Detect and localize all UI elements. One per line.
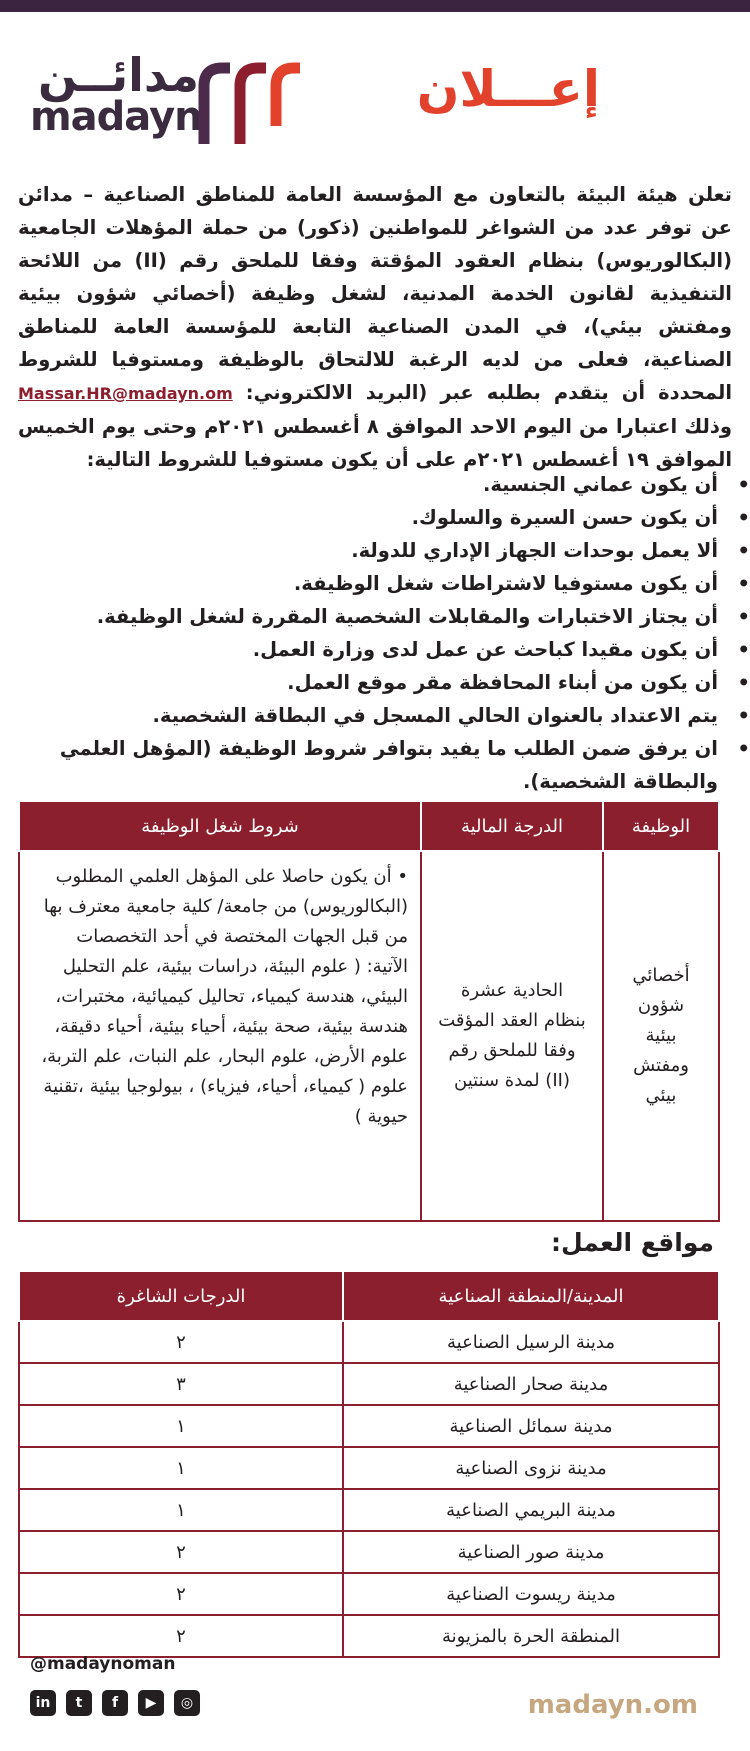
header-vacancies: الدرجات الشاغرة [19,1271,343,1321]
table-row [19,1615,719,1657]
social-handle[interactable]: @madaynoman [30,1654,176,1674]
list-item: • أن يكون عماني الجنسية. [18,468,718,501]
bullet-icon: • [391,866,408,887]
list-item: • أن يكون مقيدا كباحث عن عمل لدى وزارة العمل. [18,633,718,666]
city-cell: مدينة البريمي الصناعية [343,1489,719,1531]
logo-arabic: مدائــن [38,48,199,102]
email-link[interactable]: Massar.HR@madayn.om [18,384,233,403]
table-row [19,1531,719,1573]
table-row [19,851,719,1221]
header-grade: الدرجة المالية [421,801,603,851]
table-row [19,1363,719,1405]
table-row [19,1489,719,1531]
count-cell: ٢ [19,1573,343,1615]
count-cell: ٢ [19,1531,343,1573]
table-row [19,1321,719,1363]
count-cell: ٢ [19,1321,343,1363]
header-city: المدينة/المنطقة الصناعية [343,1271,719,1321]
city-cell: مدينة صحار الصناعية [343,1363,719,1405]
requirements-text: أن يكون حاصلا على المؤهل العلمي المطلوب (البكالوريوس) من جامعة/ كلية جامعية معترف بها من قبل الجهات المختصة في أحد التخصصات الآتية: ( علوم البيئة، دراسات بيئية، علم التحليل البيئي، هندسة كيمياء، تحاليل كيميائية، مختبرات، هندسة بيئية، صحة بيئية، أحياء بيئية، أحياء دقيقة، علوم الأرض، علوم البحار، علم النبات، علم التربة، علوم ( كيمياء، أحياء، فيزياء) ، بيولوجيا بيئية ،تقنية حيوية ) [41,866,408,1127]
city-cell: مدينة الرسيل الصناعية [343,1321,719,1363]
page-title: إعـــلان [416,60,600,118]
list-item: • يتم الاعتداد بالعنوان الحالي المسجل في البطاقة الشخصية. [18,699,718,732]
header-requirements: شروط شغل الوظيفة [19,801,421,851]
list-item: • ان يرفق ضمن الطلب ما يفيد بتوافر شروط الوظيفة (المؤهل العلمي والبطاقة الشخصية). [18,732,718,798]
city-cell: مدينة صور الصناعية [343,1531,719,1573]
madayn-logo-mark-icon [196,56,306,146]
social-icons [30,1690,200,1716]
count-cell: ٣ [19,1363,343,1405]
city-cell: مدينة نزوى الصناعية [343,1447,719,1489]
count-cell: ١ [19,1447,343,1489]
city-cell: مدينة سمائل الصناعية [343,1405,719,1447]
list-item: • أن يكون من أبناء المحافظة مقر موقع العمل. [18,666,718,699]
website-link[interactable]: madayn.om [527,1690,698,1720]
requirements-cell [19,851,421,1221]
grade-cell: الحادية عشرة بنظام العقد المؤقت وفقا للملحق رقم (II) لمدة سنتين [421,851,603,1221]
intro-text-1: تعلن هيئة البيئة بالتعاون مع المؤسسة العامة للمناطق الصناعية – مدائن عن توفر عدد من الشواغر للمواطنين (ذكور) من حملة المؤهلات الجامعية (البكالوريوس) بنظام العقود المؤقتة وفقا للملحق رقم (II) من اللائحة التنفيذية لقانون الخدمة المدنية، لشغل وظيفة (أخصائي شؤون بيئية ومفتش بيئي)، في المدن الصناعية التابعة للمؤسسة العامة للمناطق الصناعية، فعلى من لديه الرغبة للالتحاق بالوظيفة ومستوفيا للشروط المحددة أن يتقدم بطلبه عبر (البريد الالكتروني: [18,183,733,404]
youtube-icon[interactable]: ▶ [138,1690,164,1716]
list-item: • أن يجتاز الاختبارات والمقابلات الشخصية المقررة لشغل الوظيفة. [18,600,718,633]
list-item: • أن يكون مستوفيا لاشتراطات شغل الوظيفة. [18,567,718,600]
count-cell: ١ [19,1489,343,1531]
job-table [18,800,720,1222]
twitter-icon[interactable]: t [66,1690,92,1716]
logo-english: madayn [30,94,202,140]
intro-text-2: وذلك اعتبارا من اليوم الاحد الموافق ٨ أغسطس ٢٠٢١م وحتى يوم الخميس الموافق ١٩ أغسطس ٢٠٢١م على أن يكون مستوفيا للشروط التالية: [18,415,732,471]
locations-title: مواقع العمل: [550,1228,714,1257]
facebook-icon[interactable]: f [102,1690,128,1716]
city-cell: المنطقة الحرة بالمزيونة [343,1615,719,1657]
header-job: الوظيفة [603,801,719,851]
top-bar [0,0,750,12]
list-item: • أن يكون حسن السيرة والسلوك. [18,501,718,534]
table-row [19,1405,719,1447]
list-item: • ألا يعمل بوحدات الجهاز الإداري للدولة. [18,534,718,567]
linkedin-icon[interactable]: in [30,1690,56,1716]
table-row [19,1447,719,1489]
intro-paragraph [18,178,732,476]
count-cell: ١ [19,1405,343,1447]
conditions-list [18,468,750,798]
locations-table [18,1270,720,1658]
instagram-icon[interactable]: ◎ [174,1690,200,1716]
job-title-cell: أخصائي شؤون بيئية ومفتش بيئي [603,851,719,1221]
city-cell: مدينة ريسوت الصناعية [343,1573,719,1615]
count-cell: ٢ [19,1615,343,1657]
table-row [19,1573,719,1615]
